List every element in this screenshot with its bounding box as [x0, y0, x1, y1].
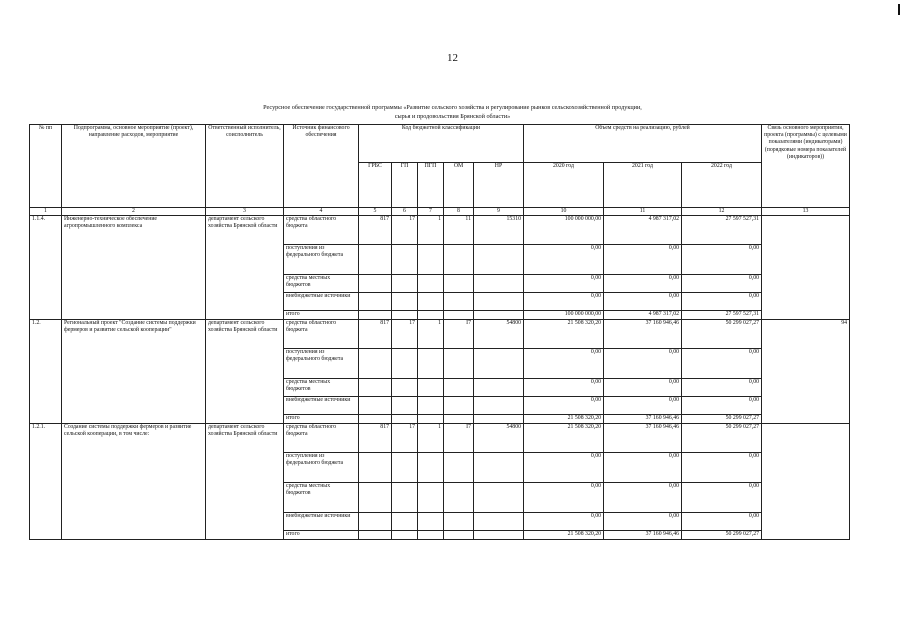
code-nr	[474, 415, 524, 424]
funding-source: итого	[284, 311, 359, 320]
code-om	[444, 415, 474, 424]
funding-source: итого	[284, 531, 359, 540]
code-nr	[474, 379, 524, 397]
code-grbs: 817	[359, 320, 392, 349]
header-2020: 2020 год	[524, 163, 604, 208]
funding-source: поступления из федерального бюджета	[284, 245, 359, 275]
section-executor: департамент сельского хозяйства Брянской области	[206, 216, 284, 320]
code-pgp	[418, 379, 444, 397]
funding-table	[29, 124, 850, 540]
code-nr	[474, 311, 524, 320]
funding-source: средства местных бюджетов	[284, 275, 359, 293]
funding-source: поступления из федерального бюджета	[284, 453, 359, 483]
header-budget-code: Код бюджетной классификации	[359, 125, 524, 163]
column-number: 12	[682, 208, 762, 216]
header-2021: 2021 год	[604, 163, 682, 208]
funding-source: итого	[284, 415, 359, 424]
code-pgp	[418, 513, 444, 531]
amount-2022: 0,00	[682, 275, 762, 293]
code-om: I7	[444, 424, 474, 453]
page-number: 12	[447, 52, 458, 64]
code-om	[444, 531, 474, 540]
code-grbs	[359, 379, 392, 397]
amount-2021: 4 987 317,02	[604, 216, 682, 245]
amount-2022: 27 597 527,31	[682, 311, 762, 320]
amount-2022: 0,00	[682, 513, 762, 531]
amount-2020: 21 508 320,20	[524, 415, 604, 424]
code-pgp	[418, 453, 444, 483]
document-title	[100, 103, 805, 121]
amount-2020: 0,00	[524, 379, 604, 397]
code-pgp: 1	[418, 320, 444, 349]
amount-2022: 50 299 027,27	[682, 424, 762, 453]
header-source: Источник финансового обеспечения	[284, 125, 359, 208]
code-om	[444, 397, 474, 415]
amount-2021: 0,00	[604, 397, 682, 415]
funding-source: внебюджетные источники	[284, 513, 359, 531]
column-number: 2	[62, 208, 206, 216]
column-number: 7	[418, 208, 444, 216]
indicator-link: 94	[762, 320, 850, 424]
header-grbs: ГРБС	[359, 163, 392, 208]
amount-2020: 21 508 320,20	[524, 320, 604, 349]
amount-2022: 0,00	[682, 483, 762, 513]
amount-2020: 0,00	[524, 453, 604, 483]
amount-2022: 0,00	[682, 397, 762, 415]
amount-2021: 0,00	[604, 349, 682, 379]
funding-source: средства местных бюджетов	[284, 379, 359, 397]
amount-2021: 0,00	[604, 483, 682, 513]
code-gp: 17	[392, 424, 418, 453]
header-funding: Объем средств на реализацию, рублей	[524, 125, 762, 163]
amount-2021: 37 160 946,46	[604, 415, 682, 424]
code-nr	[474, 293, 524, 311]
column-number: 3	[206, 208, 284, 216]
funding-source: внебюджетные источники	[284, 293, 359, 311]
header-2022: 2022 год	[682, 163, 762, 208]
amount-2021: 0,00	[604, 245, 682, 275]
amount-2022: 0,00	[682, 379, 762, 397]
code-grbs	[359, 531, 392, 540]
table-row	[30, 320, 850, 349]
column-number: 1	[30, 208, 62, 216]
scan-edge-mark	[898, 4, 900, 15]
amount-2020: 21 508 320,20	[524, 424, 604, 453]
code-gp	[392, 349, 418, 379]
column-number: 6	[392, 208, 418, 216]
funding-source: средства областного бюджета	[284, 320, 359, 349]
section-number: 1.1.4.	[30, 216, 62, 320]
code-om: I7	[444, 320, 474, 349]
code-om	[444, 245, 474, 275]
column-number: 8	[444, 208, 474, 216]
code-gp	[392, 531, 418, 540]
amount-2020: 0,00	[524, 483, 604, 513]
amount-2020: 21 508 320,20	[524, 531, 604, 540]
code-nr	[474, 483, 524, 513]
code-pgp	[418, 311, 444, 320]
amount-2022: 50 299 027,27	[682, 531, 762, 540]
code-pgp	[418, 531, 444, 540]
code-nr: 54800	[474, 424, 524, 453]
column-number: 13	[762, 208, 850, 216]
code-pgp: 1	[418, 424, 444, 453]
code-nr: 15310	[474, 216, 524, 245]
table-row	[30, 216, 850, 245]
code-grbs: 817	[359, 216, 392, 245]
header-num: № пп	[30, 125, 62, 208]
code-grbs	[359, 311, 392, 320]
amount-2022: 0,00	[682, 293, 762, 311]
code-gp	[392, 311, 418, 320]
title-line-2: сырья и продовольствия Брянской области»	[394, 113, 511, 120]
section-number: 1.2.1.	[30, 424, 62, 540]
funding-source: средства местных бюджетов	[284, 483, 359, 513]
code-om	[444, 379, 474, 397]
code-om	[444, 513, 474, 531]
code-pgp	[418, 293, 444, 311]
amount-2020: 100 000 000,00	[524, 311, 604, 320]
code-pgp	[418, 483, 444, 513]
code-grbs	[359, 513, 392, 531]
code-om	[444, 453, 474, 483]
code-nr	[474, 349, 524, 379]
code-nr	[474, 397, 524, 415]
amount-2020: 0,00	[524, 513, 604, 531]
amount-2021: 4 987 317,02	[604, 311, 682, 320]
header-pgp: ПГП	[418, 163, 444, 208]
amount-2021: 0,00	[604, 293, 682, 311]
column-number: 4	[284, 208, 359, 216]
funding-source: средства областного бюджета	[284, 216, 359, 245]
code-gp	[392, 397, 418, 415]
section-executor: департамент сельского хозяйства Брянской области	[206, 424, 284, 540]
column-number: 9	[474, 208, 524, 216]
amount-2022: 27 597 527,31	[682, 216, 762, 245]
header-gp: ГП	[392, 163, 418, 208]
column-number: 5	[359, 208, 392, 216]
code-gp	[392, 513, 418, 531]
code-om	[444, 311, 474, 320]
code-grbs	[359, 349, 392, 379]
amount-2022: 0,00	[682, 245, 762, 275]
amount-2020: 100 000 000,00	[524, 216, 604, 245]
amount-2021: 37 160 946,46	[604, 424, 682, 453]
code-grbs	[359, 415, 392, 424]
code-grbs	[359, 453, 392, 483]
header-om: ОМ	[444, 163, 474, 208]
indicator-link	[762, 424, 850, 540]
code-grbs	[359, 275, 392, 293]
amount-2020: 0,00	[524, 275, 604, 293]
code-grbs	[359, 397, 392, 415]
amount-2021: 0,00	[604, 275, 682, 293]
code-gp: 17	[392, 320, 418, 349]
code-om	[444, 275, 474, 293]
code-gp	[392, 415, 418, 424]
header-executor: Ответственный исполнитель, соисполнитель	[206, 125, 284, 208]
column-number: 11	[604, 208, 682, 216]
code-grbs	[359, 483, 392, 513]
section-name: Региональный проект "Создание системы поддержки фермеров и развитие сельской кооперации"	[62, 320, 206, 424]
amount-2020: 0,00	[524, 349, 604, 379]
code-om	[444, 293, 474, 311]
code-pgp	[418, 415, 444, 424]
code-nr	[474, 275, 524, 293]
amount-2021: 0,00	[604, 379, 682, 397]
code-gp	[392, 275, 418, 293]
title-line-1: Ресурсное обеспечение государственной программы «Развитие сельского хозяйства и регулирование рынков сельскохозяйственной продукции,	[263, 104, 642, 111]
funding-source: средства областного бюджета	[284, 424, 359, 453]
code-pgp	[418, 349, 444, 379]
code-gp	[392, 245, 418, 275]
amount-2021: 0,00	[604, 453, 682, 483]
code-gp: 17	[392, 216, 418, 245]
code-om: 11	[444, 216, 474, 245]
amount-2022: 0,00	[682, 349, 762, 379]
section-number: 1.2.	[30, 320, 62, 424]
header-link: Связь основного мероприятия, проекта (программы) с целевыми показателями (индикаторами) (порядковые номера показателей (индикаторов))	[762, 125, 850, 208]
code-pgp	[418, 397, 444, 415]
code-gp	[392, 379, 418, 397]
amount-2020: 0,00	[524, 397, 604, 415]
header-program: Подпрограмма, основное мероприятие (проект), направление расходов, мероприятие	[62, 125, 206, 208]
amount-2021: 0,00	[604, 513, 682, 531]
indicator-link	[762, 216, 850, 320]
code-om	[444, 483, 474, 513]
amount-2021: 37 160 946,46	[604, 531, 682, 540]
code-grbs: 817	[359, 424, 392, 453]
code-pgp	[418, 245, 444, 275]
table-row	[30, 424, 850, 453]
funding-source: внебюджетные источники	[284, 397, 359, 415]
amount-2022: 50 299 027,27	[682, 320, 762, 349]
amount-2020: 0,00	[524, 245, 604, 275]
code-pgp: 1	[418, 216, 444, 245]
code-nr	[474, 513, 524, 531]
section-name: Инженерно-техническое обеспечение агропромышленного комплекса	[62, 216, 206, 320]
amount-2021: 37 160 946,46	[604, 320, 682, 349]
code-nr	[474, 245, 524, 275]
code-gp	[392, 293, 418, 311]
amount-2022: 50 299 027,27	[682, 415, 762, 424]
code-grbs	[359, 293, 392, 311]
code-pgp	[418, 275, 444, 293]
code-om	[444, 349, 474, 379]
column-number: 10	[524, 208, 604, 216]
section-name: Создание системы поддержки фермеров и развитие сельской кооперации, в том числе:	[62, 424, 206, 540]
code-grbs	[359, 245, 392, 275]
code-gp	[392, 453, 418, 483]
amount-2022: 0,00	[682, 453, 762, 483]
code-nr	[474, 453, 524, 483]
funding-source: поступления из федерального бюджета	[284, 349, 359, 379]
section-executor: департамент сельского хозяйства Брянской области	[206, 320, 284, 424]
amount-2020: 0,00	[524, 293, 604, 311]
code-gp	[392, 483, 418, 513]
code-nr: 54800	[474, 320, 524, 349]
code-nr	[474, 531, 524, 540]
header-nr: НР	[474, 163, 524, 208]
